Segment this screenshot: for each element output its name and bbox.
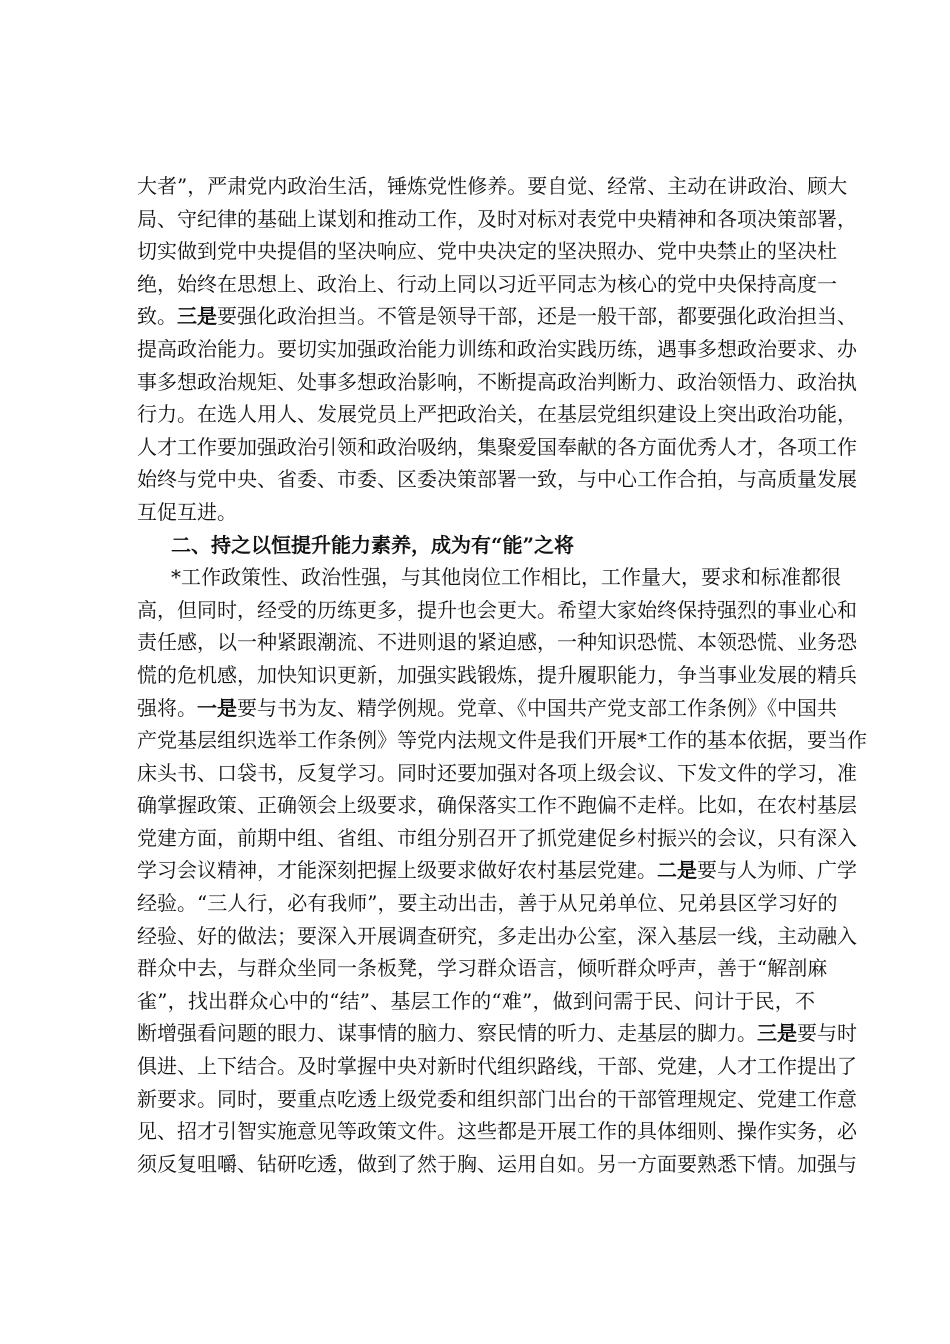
text-span: *工作政策性、政治性强，与其他岗位工作相比，工作量大，要求和标准都很 (171, 565, 841, 590)
text-line (137, 724, 867, 757)
text-span: 雀”，找出群众心中的“结”、基层工作的“难”，做到问需于民、问计于民，不 (137, 988, 815, 1013)
text-span: 党建方面，前期中组、省组、市组分别召开了抓党建促乡村振兴的会议，只有深入 (137, 825, 857, 850)
bold-marker: 二是 (657, 858, 697, 883)
text-line (137, 333, 857, 366)
text-line (137, 757, 857, 790)
text-line (137, 1115, 857, 1148)
text-span: 学习会议精神，才能深刻把握上级要求做好农村基层党建。 (137, 858, 657, 883)
text-span: 要强化政治担当。不管是领导干部，还是一般干部，都要强化政治担当、 (217, 304, 857, 329)
text-line (137, 985, 815, 1018)
text-span: 断增强看问题的眼力、谋事情的脑力、察民情的听力、走基层的脚力。 (137, 1021, 757, 1046)
text-span: 经验。“三人行，必有我师”，要主动出击，善于从兄弟单位、兄弟县区学习好的 (137, 891, 838, 916)
text-span: 提高政治能力。要切实加强政治能力训练和政治实践历练，遇事多想政治要求、办 (137, 336, 857, 361)
text-span: 始终与党中央、省委、市委、区委决策部署一致，与中心工作合拍，与高质量发展 (137, 467, 857, 492)
text-line (137, 952, 828, 985)
text-span: 须反复咀嚼、钻研吃透，做到了然于胸、运用自如。另一方面要熟悉下情。加强与 (137, 1151, 857, 1176)
text-line (137, 626, 857, 659)
text-span: 事多想政治规矩、处事多想政治影响，不断提高政治判断力、政治领悟力、政治执 (137, 369, 857, 394)
text-span: 高，但同时，经受的历练更多，提升也会更大。希望大家始终保持强烈的事业心和 (137, 597, 857, 622)
text-span: 互促互进。 (137, 499, 237, 524)
text-span: 切实做到党中央提倡的坚决响应、党中央决定的坚决照办、党中央禁止的坚决杜 (137, 239, 837, 264)
text-span: 要与时 (797, 1021, 857, 1046)
text-span: 确掌握政策、正确领会上级要求，确保落实工作不跑偏不走样。比如，在农村基层 (137, 793, 857, 818)
text-span: 绝，始终在思想上、政治上、行动上同以习近平同志为核心的党中央保持高度一 (137, 271, 837, 296)
text-line (137, 496, 815, 529)
text-span: 人才工作要加强政治引领和政治吸纳，集聚爱国奉献的各方面优秀人才，各项工作 (137, 434, 857, 459)
text-line (137, 659, 857, 692)
text-line (137, 366, 857, 399)
text-line (137, 887, 838, 920)
text-span: 强将。 (137, 695, 197, 720)
text-line (137, 561, 841, 594)
text-span: 见、招才引智实施意见等政策文件。这些都是开展工作的具体细则、操作实务，必 (137, 1119, 857, 1144)
body-text (137, 170, 867, 1180)
text-line (137, 300, 857, 333)
text-span: 经验、好的做法；要深入开展调查研究，多走出办公室，深入基层一线，主动融入 (137, 923, 857, 948)
text-span: 新要求。同时，要重点吃透上级党委和组织部门出台的干部管理规定、党建工作意 (137, 1086, 857, 1111)
text-line (137, 268, 837, 301)
text-span: 俱进、上下结合。及时掌握中央对新时代组织路线，干部、党建，人才工作提出了 (137, 1054, 857, 1079)
text-span: 要与人为师、广学 (697, 858, 857, 883)
text-line (137, 235, 837, 268)
text-line (137, 203, 857, 236)
section-heading: 二、持之以恒提升能力素养，成为有“能”之将 (171, 532, 575, 557)
text-span: 产党基层组织选举工作条例》等党内法规文件是我们开展*工作的基本依据，要当作 (137, 728, 867, 753)
text-span: 责任感，以一种紧跟潮流、不进则退的紧迫感，一种知识恐慌、本领恐慌、业务恐 (137, 630, 857, 655)
bold-marker: 三是 (757, 1021, 797, 1046)
text-line (137, 822, 857, 855)
text-line (137, 1083, 857, 1116)
text-span: 床头书、口袋书，反复学习。同时还要加强对各项上级会议、下发文件的学习，准 (137, 760, 857, 785)
text-line (137, 1148, 857, 1181)
text-line (137, 463, 857, 496)
text-span: 致。 (137, 304, 177, 329)
text-line (137, 1017, 857, 1050)
text-line (137, 920, 857, 953)
text-span: 局、守纪律的基础上谋划和推动工作，及时对标对表党中央精神和各项决策部署， (137, 206, 857, 231)
text-span: 大者”，严肃党内政治生活，锤炼党性修养。要自觉、经常、主动在讲政治、顾大 (137, 174, 848, 198)
text-line (137, 789, 857, 822)
bold-marker: 三是 (177, 304, 217, 329)
text-line (137, 594, 857, 627)
text-span: 群众中去，与群众坐同一条板凳，学习群众语言，倾听群众呼声，善于“解剖麻 (137, 956, 828, 981)
text-line (137, 431, 857, 464)
text-line (137, 170, 848, 203)
text-line (137, 692, 837, 725)
text-line (137, 854, 857, 887)
bold-marker: 一是 (197, 695, 237, 720)
text-span: 慌的危机感，加快知识更新，加强实践锻炼，提升履职能力，争当事业发展的精兵 (137, 662, 857, 687)
text-line (137, 1050, 857, 1083)
text-line (137, 398, 857, 431)
text-span: 要与书为友、精学例规。党章、《中国共产党支部工作条例》《中国共 (237, 695, 837, 720)
text-span: 行力。在选人用人、发展党员上严把政治关，在基层党组织建设上突出政治功能， (137, 402, 857, 427)
